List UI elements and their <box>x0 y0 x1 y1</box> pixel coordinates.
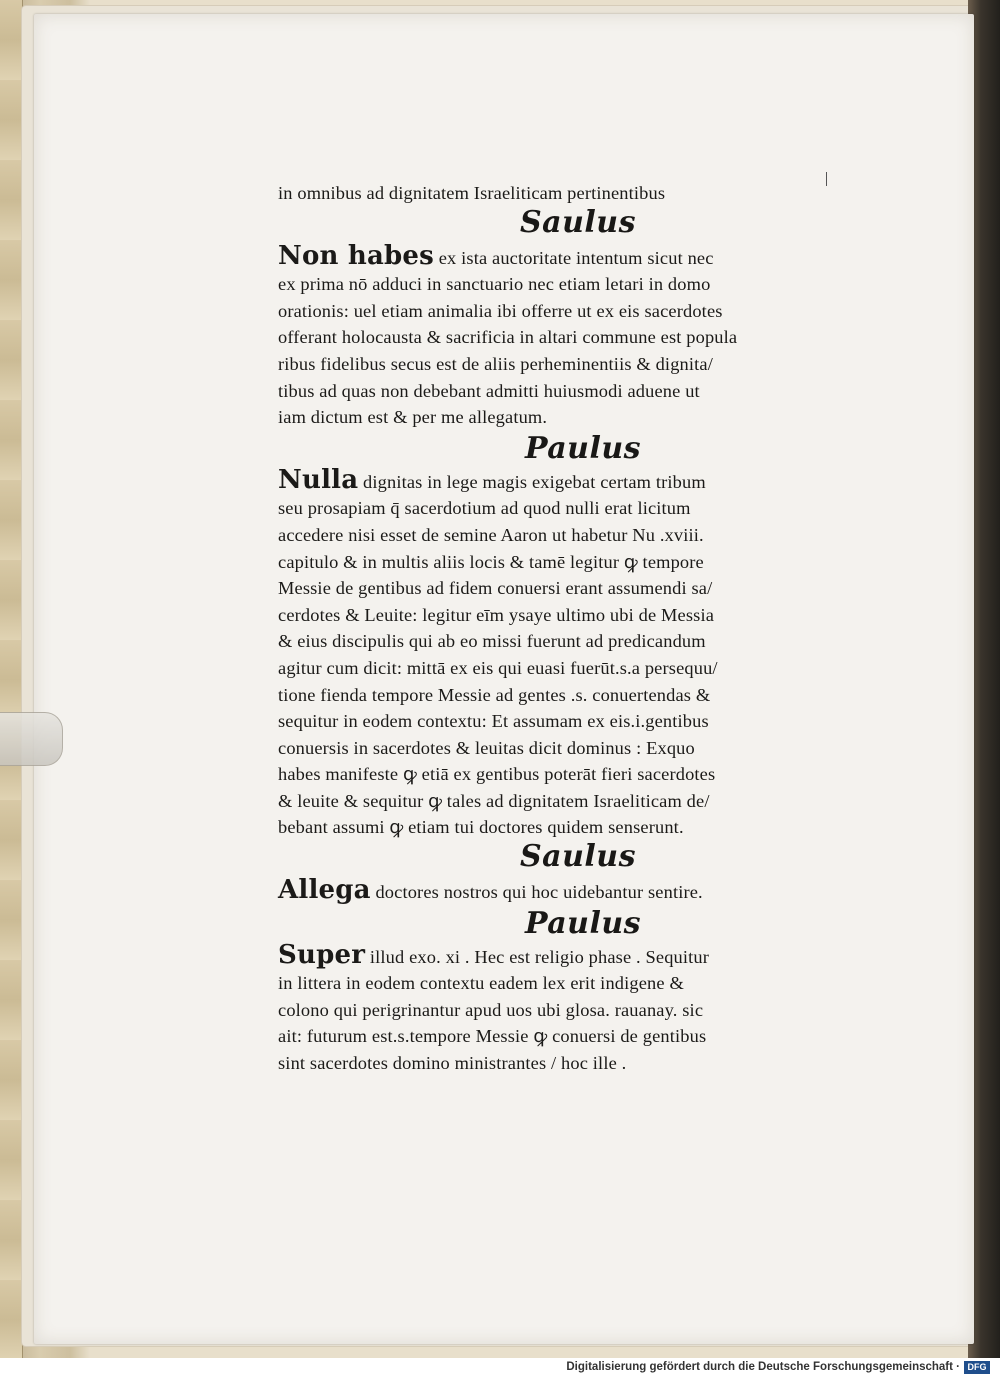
text-line <box>278 939 848 971</box>
text-line <box>278 877 848 906</box>
initial-lead-words: Non habes <box>278 240 434 271</box>
text-line: accedere nisi esset de semine Aaron ut habetur Nu .xviii. <box>278 524 704 545</box>
speaker-heading-saulus: Saulus <box>519 204 636 240</box>
text-line: ex prima nō adduci in sanctuario nec etiam letari in domo <box>278 274 711 295</box>
text-line: sint sacerdotes domino ministrantes / hoc ille . <box>278 1053 627 1074</box>
footer-bar <box>0 1358 1000 1378</box>
text-line: tione fienda tempore Messie ad gentes .s. conuertendas & <box>278 684 711 705</box>
text-line: bebant assumi ꝙ etiam tui doctores quidem senserunt. <box>278 817 684 838</box>
dfg-logo: DFG <box>964 1361 990 1374</box>
text-line-rest: ex ista auctoritate intentum sicut nec <box>438 247 714 268</box>
text-line: capitulo & in multis aliis locis & tamē legitur ꝙ tempore <box>278 551 704 572</box>
text-line: tibus ad quas non debebant admitti huiusmodi aduene ut <box>278 380 700 401</box>
printed-text <box>278 180 848 1077</box>
funding-notice: Digitalisierung gefördert durch die Deutsche Forschungsgemeinschaft · <box>566 1361 960 1373</box>
text-line: offerant holocausta & sacrificia in altari commune est popula <box>278 327 738 348</box>
text-line <box>278 464 848 496</box>
text-line: orationis: uel etiam animalia ibi offerre ut ex eis sacerdotes <box>278 300 723 321</box>
text-line-rest: illud exo. xi . Hec est religio phase . Sequitur <box>369 946 710 967</box>
speaker-heading-paulus: Paulus <box>524 430 642 466</box>
text-line: cerdotes & Leuite: legitur eīm ysaye ultimo ubi de Messia <box>278 604 715 625</box>
speaker-heading-saulus: Saulus <box>519 839 636 875</box>
text-line: iam dictum est & per me allegatum. <box>278 407 548 428</box>
text-line: seu prosapiam q̄ sacerdotium ad quod nulli erat licitum <box>278 498 691 519</box>
speaker-heading-paulus: Paulus <box>524 905 642 941</box>
text-line: colono qui perigrinantur apud uos ubi glosa. rauanay. sic <box>278 999 704 1020</box>
text-line: conuersis in sacerdotes & leuitas dicit dominus : Exquo <box>278 737 695 758</box>
text-line: ribus fidelibus secus est de aliis perheminentiis & dignita/ <box>278 353 713 374</box>
initial-lead-words: Allega <box>278 875 371 906</box>
text-line: ait: futurum est.s.tempore Messie ꝙ conuersi de gentibus <box>278 1026 707 1047</box>
text-line: & eius discipulis qui ab eo missi fuerunt ad predicandum <box>278 631 706 652</box>
page-clip <box>0 712 63 766</box>
text-line: in littera in eodem contextu eadem lex erit indigene & <box>278 973 684 994</box>
text-line: & leuite & sequitur ꝙ tales ad dignitatem Israeliticam de/ <box>278 790 710 811</box>
text-line-rest: doctores nostros qui hoc uidebantur sentire. <box>375 882 703 903</box>
text-line: in omnibus ad dignitatem Israeliticam pertinentibus <box>278 183 666 203</box>
text-line: habes manifeste ꝙ etiā ex gentibus poterāt fieri sacerdotes <box>278 764 716 785</box>
initial-lead-words: Nulla <box>278 464 359 495</box>
initial-lead-words: Super <box>278 939 366 970</box>
text-line-rest: dignitas in lege magis exigebat certam tribum <box>363 471 706 492</box>
binding-edge <box>0 0 23 1358</box>
text-line <box>278 240 848 272</box>
text-line: sequitur in eodem contextu: Et assumam ex eis.i.gentibus <box>278 711 709 732</box>
text-line: agitur cum dicit: mittā ex eis qui euasi fuerūt.s.a persequu/ <box>278 657 718 678</box>
text-line: Messie de gentibus ad fidem conuersi erant assumendi sa/ <box>278 578 713 599</box>
